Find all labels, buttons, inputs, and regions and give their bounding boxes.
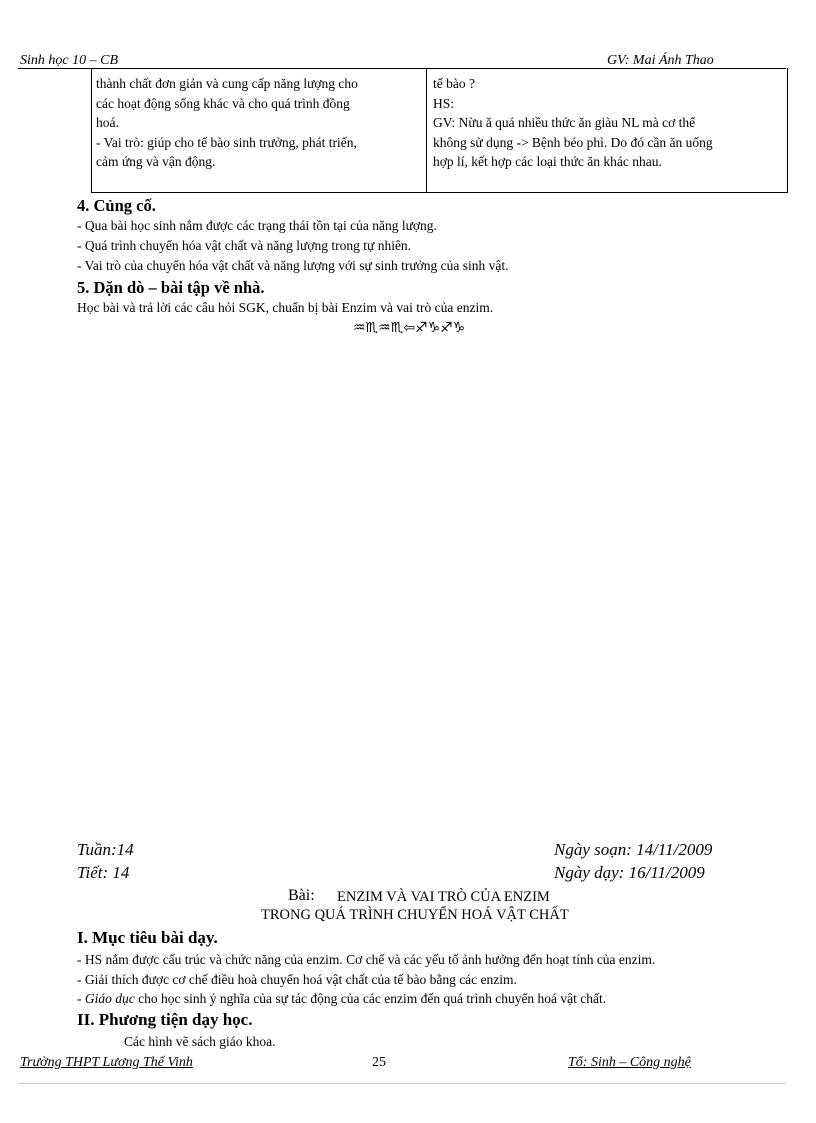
objectives-item: - HS nắm được cấu trúc và chức năng của enzim. Cơ chế và các yếu tố ảnh hưởng đến hoạt tính của enzim.	[77, 952, 656, 967]
section-4-item: - Quá trình chuyển hóa vật chất và năng lượng trong tự nhiên.	[77, 238, 412, 253]
table-right-line: tế bào ?	[433, 76, 475, 91]
objectives-heading: I. Mục tiêu bài dạy.	[77, 928, 218, 947]
table-right-line: GV: Nừu ă quá nhiều thức ăn giàu NL mà cơ thể	[433, 115, 696, 130]
table-left-line: các hoạt động sống khác và cho quá trình đồng	[96, 95, 350, 111]
lesson-table	[91, 68, 788, 193]
table-left-line: - Vai trò: giúp cho tế bào sinh trưởng, phát triển,	[96, 134, 357, 150]
table-right-line: HS:	[433, 95, 455, 111]
objectives-item-italic: Giáo dục	[84, 991, 135, 1006]
table-column-divider	[426, 68, 427, 192]
footer-dept: Tổ: Sinh – Công nghệ	[568, 1055, 691, 1070]
lesson-week: Tuần:14	[77, 840, 134, 859]
objectives-item-prefix: -	[77, 991, 85, 1006]
section-4-item: - Qua bài học sinh nắm được các trạng thái tồn tại của năng lượng.	[77, 218, 437, 233]
table-left-line: hoá.	[96, 115, 119, 130]
page-number: 25	[372, 1055, 386, 1070]
section-4-item: - Vai trò của chuyển hóa vật chất và năng lượng với sự sinh trưởng của sinh vật.	[77, 258, 509, 273]
footer-rule	[18, 1083, 786, 1084]
lesson-title-line-1: ENZIM VÀ VAI TRÒ CỦA ENZIM	[337, 889, 550, 905]
means-heading: II. Phương tiện dạy học.	[77, 1010, 253, 1029]
means-text: Các hình vẽ sách giáo khoa.	[124, 1034, 276, 1049]
table-left-line: thành chất đơn giản và cung cấp năng lượng cho	[96, 76, 358, 91]
table-right-line: không sử dụng -> Bệnh béo phì. Do đó cần ăn uống	[433, 134, 713, 150]
header-subject: Sinh học 10 – CB	[20, 53, 118, 68]
table-left-cell	[96, 74, 358, 172]
objectives-item: - Giải thích được cơ chế điều hoà chuyển hoá vật chất của tế bào bằng các enzim.	[77, 972, 517, 987]
table-left-line: cảm ứng và vận động.	[96, 154, 216, 169]
lesson-date-taught: Ngày dạy: 16/11/2009	[554, 863, 705, 882]
objectives-item-education	[77, 991, 606, 1007]
lesson-period: Tiết: 14	[77, 863, 130, 882]
objectives-item-rest: cho học sinh ý nghĩa của sự tác động của các enzim đến quá trình chuyển hoá vật chất.	[134, 991, 607, 1006]
lesson-title-line-2: TRONG QUÁ TRÌNH CHUYỂN HOÁ VẬT CHẤT	[261, 907, 569, 923]
table-right-line: hợp lí, kết hợp các loại thức ăn khác nhau.	[433, 154, 662, 169]
header-teacher: GV: Mai Ánh Thao	[607, 53, 714, 68]
table-right-cell	[433, 74, 713, 172]
lesson-date-prepared: Ngày soạn: 14/11/2009	[554, 840, 713, 859]
section-5-heading: 5. Dặn dò – bài tập về nhà.	[77, 278, 265, 297]
footer-school: Trường THPT Lương Thế Vinh	[20, 1055, 193, 1070]
section-5-text: Học bài và trả lời các câu hỏi SGK, chuẩn bị bài Enzim và vai trò của enzim.	[77, 300, 494, 315]
lesson-title-label: Bài:	[288, 887, 315, 904]
ornament-divider: ♒♏♒♏⇦♐♑♐♑	[353, 320, 466, 336]
section-4-heading: 4. Củng cố.	[77, 196, 156, 215]
